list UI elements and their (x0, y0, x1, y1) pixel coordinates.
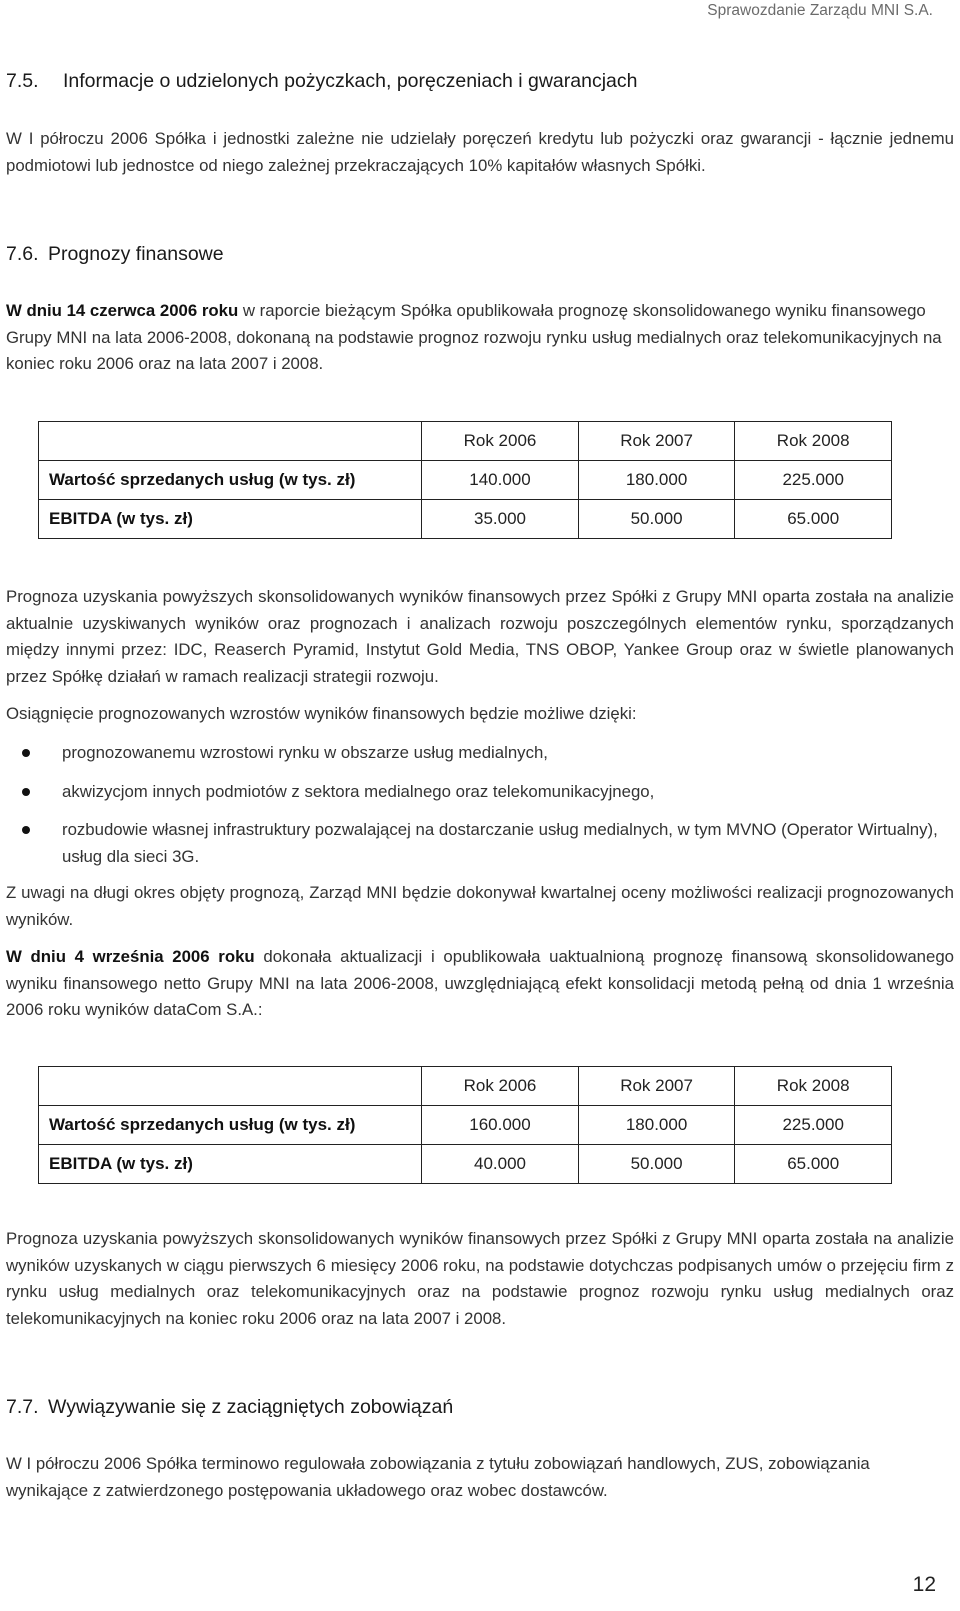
section-title: Wywiązywanie się z zaciągniętych zobowiązań (48, 1396, 454, 1418)
table-cell: 65.000 (735, 500, 892, 539)
section-number: 7.5. (6, 70, 39, 92)
section-number: 7.7. (6, 1396, 39, 1418)
table-cell: 140.000 (422, 461, 579, 500)
table-row-ebitda (39, 1145, 892, 1184)
list-item: rozbudowie własnej infrastruktury pozwalającej na dostarczanie usług medialnych, w tym MVNO (Operator Wirtualny), usług dla sieci 3G. (6, 817, 954, 870)
table-cell: 65.000 (735, 1145, 892, 1184)
table-cell: 225.000 (735, 461, 892, 500)
paragraph-updated-basis: Prognoza uzyskania powyższych skonsolidowanych wyników finansowych przez Spółki z Grupy MNI oparta została na analizie wyników uzyskanych w ciągu pierwszych 6 miesięcy 2006 roku, na podstawie dotychczas podpisanych umów o przejęciu firm z rynku usług medialnych oraz telekomunikacyjnych oraz na podstawie prognoz rozwoju rynku usług medialnych oraz telekomunikacyjnych na koniec roku 2006 oraz na lata 2007 i 2008. (6, 1229, 954, 1328)
paragraph-growth-drivers: Osiągnięcie prognozowanych wzrostów wyników finansowych będzie możliwe dzięki: (6, 704, 637, 723)
table-cell: 50.000 (578, 1145, 735, 1184)
section-title: Prognozy finansowe (48, 243, 224, 265)
table-cell: 160.000 (422, 1106, 579, 1145)
date-emphasis: W dniu 4 września 2006 roku (6, 947, 255, 966)
year-header: Rok 2006 (422, 422, 579, 461)
section-number: 7.6. (6, 243, 39, 265)
year-header: Rok 2006 (422, 1067, 579, 1106)
row-label: EBITDA (w tys. zł) (39, 1145, 422, 1184)
year-header: Rok 2008 (735, 422, 892, 461)
empty-header-cell (39, 422, 422, 461)
paragraph-guarantees: W I półroczu 2006 Spółka i jednostki zależne nie udzielały poręczeń kredytu lub pożyczki oraz gwarancji - łącznie jednemu podmiotowi lub jednostce od niego zależnej przekraczających 10% kapitałów własnych Spółki. (6, 129, 954, 175)
table-row-ebitda (39, 500, 892, 539)
section-heading-7-5 (6, 70, 637, 93)
list-item: akwizycjom innych podmiotów z sektora medialnego oraz telekomunikacyjnego, (6, 779, 954, 806)
table-cell: 35.000 (422, 500, 579, 539)
year-header: Rok 2008 (735, 1067, 892, 1106)
forecast-table-september (38, 1066, 892, 1184)
running-header: Sprawozdanie Zarządu MNI S.A. (707, 2, 933, 19)
paragraph-obligations: W I półroczu 2006 Spółka terminowo regulowała zobowiązania z tytułu zobowiązań handlowych, ZUS, zobowiązania wynikające z zatwierdzonego postępowania układowego oraz wobec dostawców. (6, 1454, 870, 1500)
table-cell: 180.000 (578, 461, 735, 500)
paragraph-forecast-basis: Prognoza uzyskania powyższych skonsolidowanych wyników finansowych przez Spółki z Grupy MNI oparta została na analizie aktualnie uzyskiwanych wyników oraz prognozach i analizach rozwoju poszczególnych elementów rynku, sporządzanych między innymi przez: IDC, Reaserch Pyramid, Instytut Gold Media, TNS OBOP, Yankee Group oraz w świetle planowanych przez Spółkę działań w ramach realizacji strategii rozwoju. (6, 587, 954, 686)
forecast-table-june (38, 421, 892, 539)
page-number: 12 (912, 1573, 936, 1596)
table-cell: 180.000 (578, 1106, 735, 1145)
intro-text: w raporcie bieżącym Spółka opublikowała prognozę skonsolidowanego wyniku finansowego Grupy MNI na lata 2006-2008, dokonaną na podstawie prognoz rozwoju rynku usług medialnych oraz telekomunikacyjnych na koniec roku 2006 oraz na lata 2007 i 2008. (6, 301, 942, 373)
table-header-row (39, 422, 892, 461)
table-row-sales (39, 1106, 892, 1145)
table-cell: 40.000 (422, 1145, 579, 1184)
section-title: Informacje o udzielonych pożyczkach, poręczeniach i gwarancjach (63, 70, 638, 92)
date-emphasis: W dniu 14 czerwca 2006 roku (6, 301, 239, 320)
row-label: Wartość sprzedanych usług (w tys. zł) (39, 1106, 422, 1145)
paragraph-forecast-intro (6, 298, 954, 378)
year-header: Rok 2007 (578, 422, 735, 461)
paragraph-quarterly-review: Z uwagi na długi okres objęty prognozą, Zarząd MNI będzie dokonywał kwartalnej oceny możliwości realizacji prognozowanych wyników. (6, 883, 954, 929)
row-label: EBITDA (w tys. zł) (39, 500, 422, 539)
table-cell: 50.000 (578, 500, 735, 539)
empty-header-cell (39, 1067, 422, 1106)
section-heading-7-7 (6, 1396, 453, 1419)
section-heading-7-6 (6, 243, 224, 266)
table-cell: 225.000 (735, 1106, 892, 1145)
update-text: dokonała aktualizacji i opublikowała uaktualnioną prognozę finansową skonsolidowanego wyniku finansowego netto Grupy MNI na lata 2006-2008, uwzględniającą efekt konsolidacji metodą pełną od dnia 1 września 2006 roku wyników dataCom S.A.: (6, 947, 954, 1019)
row-label: Wartość sprzedanych usług (w tys. zł) (39, 461, 422, 500)
year-header: Rok 2007 (578, 1067, 735, 1106)
growth-drivers-list (6, 740, 954, 882)
list-item: prognozowanemu wzrostowi rynku w obszarze usług medialnych, (6, 740, 954, 767)
table-row-sales (39, 461, 892, 500)
paragraph-forecast-update (6, 944, 954, 1024)
table-header-row (39, 1067, 892, 1106)
